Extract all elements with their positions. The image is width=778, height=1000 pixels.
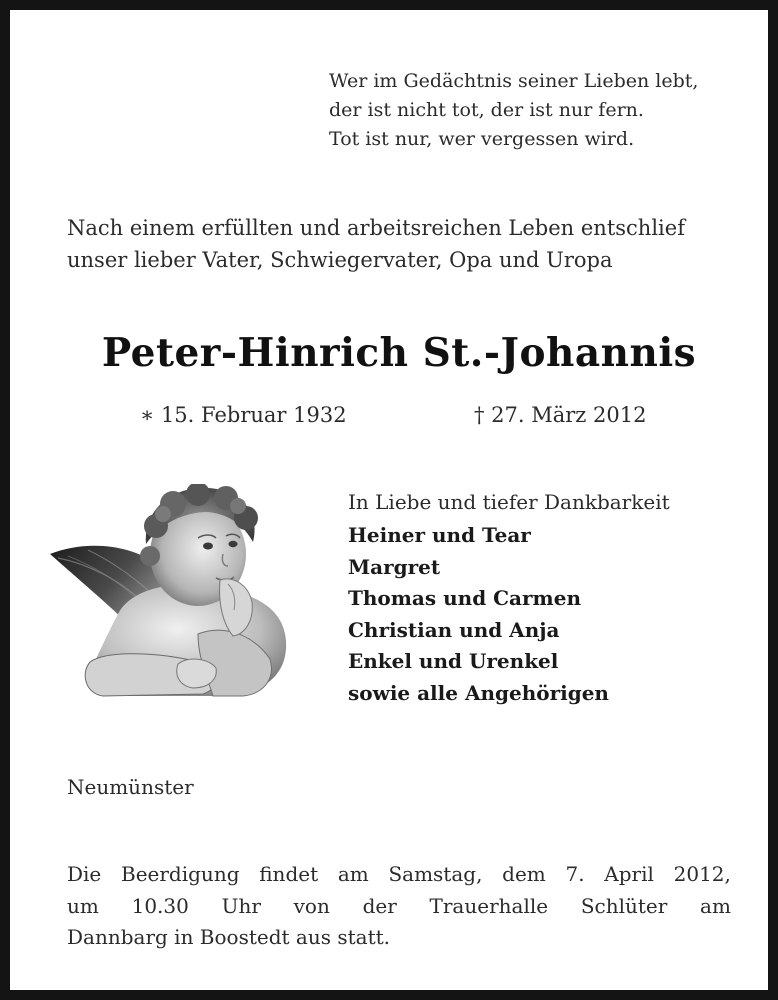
word: Trauerhalle — [429, 893, 549, 918]
quote-line: Tot ist nur, wer vergessen wird. — [329, 128, 635, 150]
word: am — [700, 893, 731, 918]
funeral-line-1 — [67, 859, 731, 891]
birth-date: ∗ 15. Februar 1932 — [140, 403, 347, 427]
intro-line: unser lieber Vater, Schwiegervater, Opa und Uropa — [67, 248, 613, 272]
mourners-block — [348, 486, 670, 710]
mourner-name: Margret — [348, 554, 441, 579]
word: Die — [67, 862, 102, 886]
word: April — [604, 862, 654, 886]
quote-line: Wer im Gedächtnis seiner Lieben lebt, — [329, 70, 699, 92]
funeral-line-3: Dannbarg in Boostedt aus statt. — [67, 925, 390, 949]
word: der — [362, 893, 397, 918]
mourner-name: Enkel und Urenkel — [348, 649, 559, 674]
death-date: † 27. März 2012 — [474, 403, 647, 427]
intro-text — [67, 212, 735, 276]
memorial-quote — [329, 67, 698, 154]
mourner-name: sowie alle Angehörigen — [348, 680, 609, 705]
word: 10.30 — [131, 893, 189, 918]
word: 7. — [565, 862, 585, 886]
place-name: Neumünster — [67, 775, 194, 799]
word: 2012, — [673, 862, 731, 886]
mourner-name: Thomas und Carmen — [348, 586, 581, 611]
word: Schlüter — [580, 893, 668, 918]
mourners-list — [348, 520, 670, 710]
funeral-line-2 — [67, 891, 731, 923]
mourner-name: Heiner und Tear — [348, 523, 531, 547]
word: findet — [259, 862, 319, 886]
quote-line: der ist nicht tot, der ist nur fern. — [329, 99, 644, 121]
intro-line: Nach einem erfüllten und arbeitsreichen Leben entschlief — [67, 216, 685, 240]
word: um — [67, 893, 99, 918]
mourners-intro: In Liebe und tiefer Dankbarkeit — [348, 490, 670, 514]
word: dem — [502, 862, 546, 886]
cherub-angel-illustration — [48, 484, 292, 704]
mourner-name: Christian und Anja — [348, 617, 560, 642]
deceased-name: Peter-Hinrich St.-Johannis — [101, 330, 697, 376]
word: am — [337, 862, 369, 886]
word: von — [293, 893, 330, 918]
funeral-details — [67, 859, 731, 954]
word: Uhr — [221, 893, 261, 918]
word: Samstag, — [388, 862, 483, 886]
word: Beerdigung — [121, 862, 240, 886]
